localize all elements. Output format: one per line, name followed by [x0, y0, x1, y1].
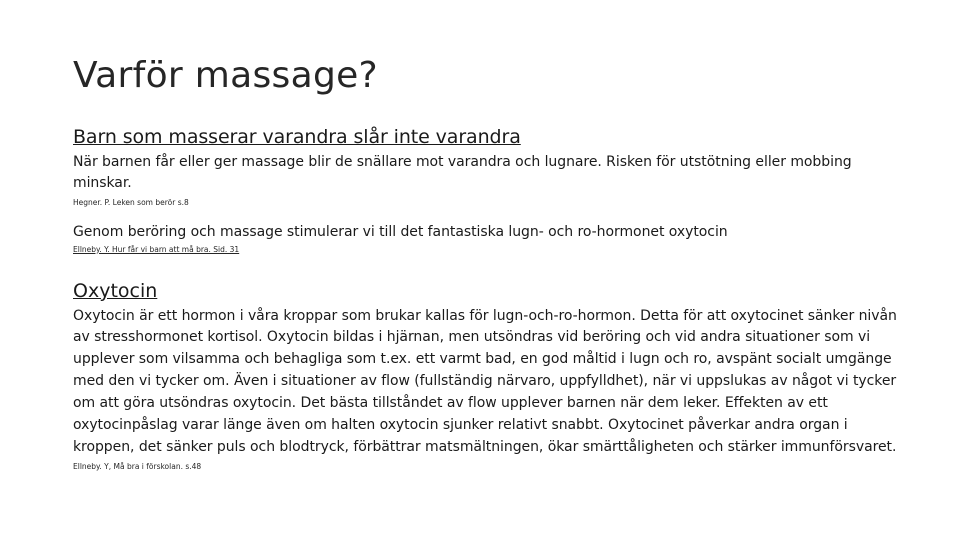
slide-content	[73, 126, 905, 472]
reference-ellneby-31: Ellneby. Y. Hur får vi barn att må bra. Sid. 31	[73, 244, 240, 254]
section-body-massage: När barnen får eller ger massage blir de snällare mot varandra och lugnare. Risken för utstötning eller mobbing minskar.	[73, 153, 852, 192]
statement-oxytocin: Genom beröring och massage stimulerar vi till det fantastiska lugn- och ro-hormonet oxytocin	[73, 223, 728, 240]
section-body-oxytocin: Oxytocin är ett hormon i våra kroppar som brukar kallas för lugn-och-ro-hormon. Detta för att oxytocinet sänker nivån av stresshormonet kortisol. Oxytocin bildas i hjärnan, men utsöndras vid beröring och vid andra situationer som vi upplever som vilsamma och behagliga som t.ex. ett varmt bad, en god måltid i lugn och ro, avspänt socialt umgänge med den vi tycker om. Även i situationer av flow (fullständig närvaro, uppfylldhet), när vi uppslukas av något vi tycker om att göra utsöndras oxytocin. Det bästa tillståndet av flow upplever barnen när dem leker. Effekten av ett oxytocinpåslag varar länge även om halten oxytocin sjunker relativt snabbt. Oxytocinet påverkar andra organ i kroppen, det sänker puls och blodtryck, förbättrar matsmältningen, ökar smärttåligheten och stärker immunförsvaret.	[73, 307, 897, 455]
reference-ellneby-48: Ellneby. Y, Må bra i förskolan. s.48	[73, 461, 202, 471]
section-heading-massage: Barn som masserar varandra slår inte varandra	[73, 126, 521, 148]
reference-hegner: Hegner. P. Leken som berör s.8	[73, 197, 189, 207]
slide-title: Varför massage?	[73, 55, 378, 96]
section-heading-oxytocin: Oxytocin	[73, 279, 158, 302]
